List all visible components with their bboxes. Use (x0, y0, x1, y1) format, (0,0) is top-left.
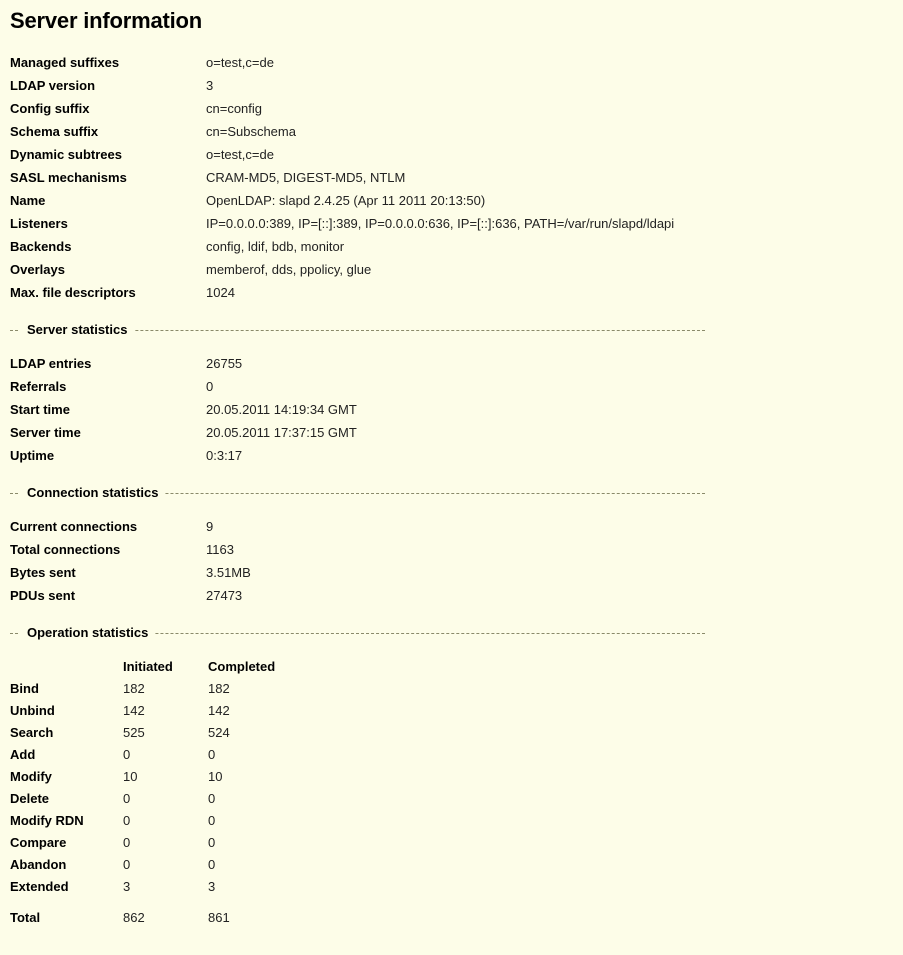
table-row (10, 194, 674, 217)
cell-completed: 142 (208, 703, 230, 718)
table-row (10, 148, 674, 171)
table-row (10, 748, 293, 770)
row-label: Bind (10, 681, 39, 696)
row-label: Dynamic subtrees (10, 147, 122, 162)
row-value: 26755 (206, 356, 243, 371)
row-label: Config suffix (10, 101, 90, 116)
cell-completed: 10 (208, 769, 223, 784)
section-header-connection-statistics (8, 484, 903, 502)
row-value: cn=Subschema (206, 124, 296, 139)
table-row (10, 263, 674, 286)
row-label: Schema suffix (10, 124, 99, 139)
cell-completed: 524 (208, 725, 230, 740)
table-row (10, 357, 357, 380)
column-header-completed: Completed (208, 659, 276, 674)
row-label: Extended (10, 879, 69, 894)
row-value: 27473 (206, 588, 243, 603)
table-row (10, 449, 357, 472)
row-value: 20.05.2011 17:37:15 GMT (206, 425, 357, 440)
table-row (10, 102, 674, 125)
table-row (10, 520, 251, 543)
table-row (10, 814, 293, 836)
table-row-total (10, 902, 293, 933)
table-row (10, 240, 674, 263)
row-value: 3.51MB (206, 565, 251, 580)
table-row (10, 286, 674, 309)
row-label: Bytes sent (10, 565, 76, 580)
section-header-operation-statistics (8, 624, 903, 642)
cell-completed: 3 (208, 879, 216, 894)
cell-initiated: 525 (123, 725, 145, 740)
table-row (10, 880, 293, 902)
cell-initiated: 0 (123, 791, 131, 806)
cell-initiated: 3 (123, 879, 131, 894)
row-label: SASL mechanisms (10, 170, 127, 185)
cell-initiated: 0 (123, 835, 131, 850)
table-row (10, 566, 251, 589)
row-label: Add (10, 747, 36, 762)
server-statistics-table (10, 357, 357, 472)
row-value: 9 (206, 519, 214, 534)
table-row (10, 792, 293, 814)
table-row (10, 403, 357, 426)
cell-initiated: 182 (123, 681, 145, 696)
table-row (10, 79, 674, 102)
row-value: o=test,c=de (206, 147, 274, 162)
section-title: Connection statistics (20, 484, 165, 502)
table-row (10, 171, 674, 194)
cell-initiated: 142 (123, 703, 145, 718)
row-label: Name (10, 193, 46, 208)
table-row (10, 726, 293, 748)
row-label: Listeners (10, 216, 68, 231)
row-label: Overlays (10, 262, 65, 277)
row-label: Delete (10, 791, 50, 806)
cell-initiated: 0 (123, 857, 131, 872)
row-label: Uptime (10, 448, 55, 463)
table-row (10, 682, 293, 704)
row-label: Referrals (10, 379, 67, 394)
operation-statistics-table (10, 660, 293, 933)
section-title: Server statistics (20, 321, 134, 339)
row-label: Unbind (10, 703, 55, 718)
row-label: Abandon (10, 857, 67, 872)
row-label: Compare (10, 835, 67, 850)
table-row (10, 217, 674, 240)
table-row (10, 125, 674, 148)
row-value: 0:3:17 (206, 448, 243, 463)
row-label: PDUs sent (10, 588, 76, 603)
cell-initiated: 862 (123, 910, 145, 925)
table-row (10, 704, 293, 726)
table-row (10, 426, 357, 449)
row-label: Search (10, 725, 54, 740)
row-value: 20.05.2011 14:19:34 GMT (206, 402, 357, 417)
table-row (10, 543, 251, 566)
row-label: Backends (10, 239, 72, 254)
row-label: Total (10, 910, 41, 925)
row-label: Start time (10, 402, 70, 417)
row-value: 1163 (206, 542, 234, 557)
row-value: 1024 (206, 285, 235, 300)
connection-statistics-table (10, 520, 251, 612)
row-value: 3 (206, 78, 214, 93)
row-value: CRAM-MD5, DIGEST-MD5, NTLM (206, 170, 406, 185)
row-label: Current connections (10, 519, 138, 534)
row-label: LDAP version (10, 78, 96, 93)
column-header-operation (10, 660, 123, 682)
page-title: Server information (10, 8, 203, 33)
server-information-table (10, 56, 674, 309)
row-label: Managed suffixes (10, 55, 120, 70)
section-title: Operation statistics (20, 624, 155, 642)
section-header-server-statistics (8, 321, 903, 339)
cell-initiated: 0 (123, 813, 131, 828)
cell-completed: 0 (208, 813, 216, 828)
row-label: Max. file descriptors (10, 285, 136, 300)
table-header-row (10, 660, 293, 682)
row-value: memberof, dds, ppolicy, glue (206, 262, 372, 277)
cell-initiated: 0 (123, 747, 131, 762)
cell-completed: 182 (208, 681, 230, 696)
table-row (10, 836, 293, 858)
cell-completed: 0 (208, 835, 216, 850)
row-label: Modify RDN (10, 813, 84, 828)
table-row (10, 858, 293, 880)
row-value: config, ldif, bdb, monitor (206, 239, 345, 254)
row-label: Server time (10, 425, 81, 440)
row-value: cn=config (206, 101, 263, 116)
row-value: o=test,c=de (206, 55, 274, 70)
table-row (10, 589, 251, 612)
row-label: Modify (10, 769, 52, 784)
cell-initiated: 10 (123, 769, 138, 784)
table-row (10, 56, 674, 79)
cell-completed: 861 (208, 910, 230, 925)
cell-completed: 0 (208, 857, 216, 872)
row-label: Total connections (10, 542, 121, 557)
row-value: OpenLDAP: slapd 2.4.25 (Apr 11 2011 20:13:50) (206, 193, 486, 208)
cell-completed: 0 (208, 747, 216, 762)
column-header-initiated: Initiated (123, 659, 173, 674)
row-value: 0 (206, 379, 214, 394)
table-row (10, 380, 357, 403)
cell-completed: 0 (208, 791, 216, 806)
row-label: LDAP entries (10, 356, 92, 371)
row-value: IP=0.0.0.0:389, IP=[::]:389, IP=0.0.0.0:636, IP=[::]:636, PATH=/var/run/slapd/ldapi (206, 216, 675, 231)
table-row (10, 770, 293, 792)
